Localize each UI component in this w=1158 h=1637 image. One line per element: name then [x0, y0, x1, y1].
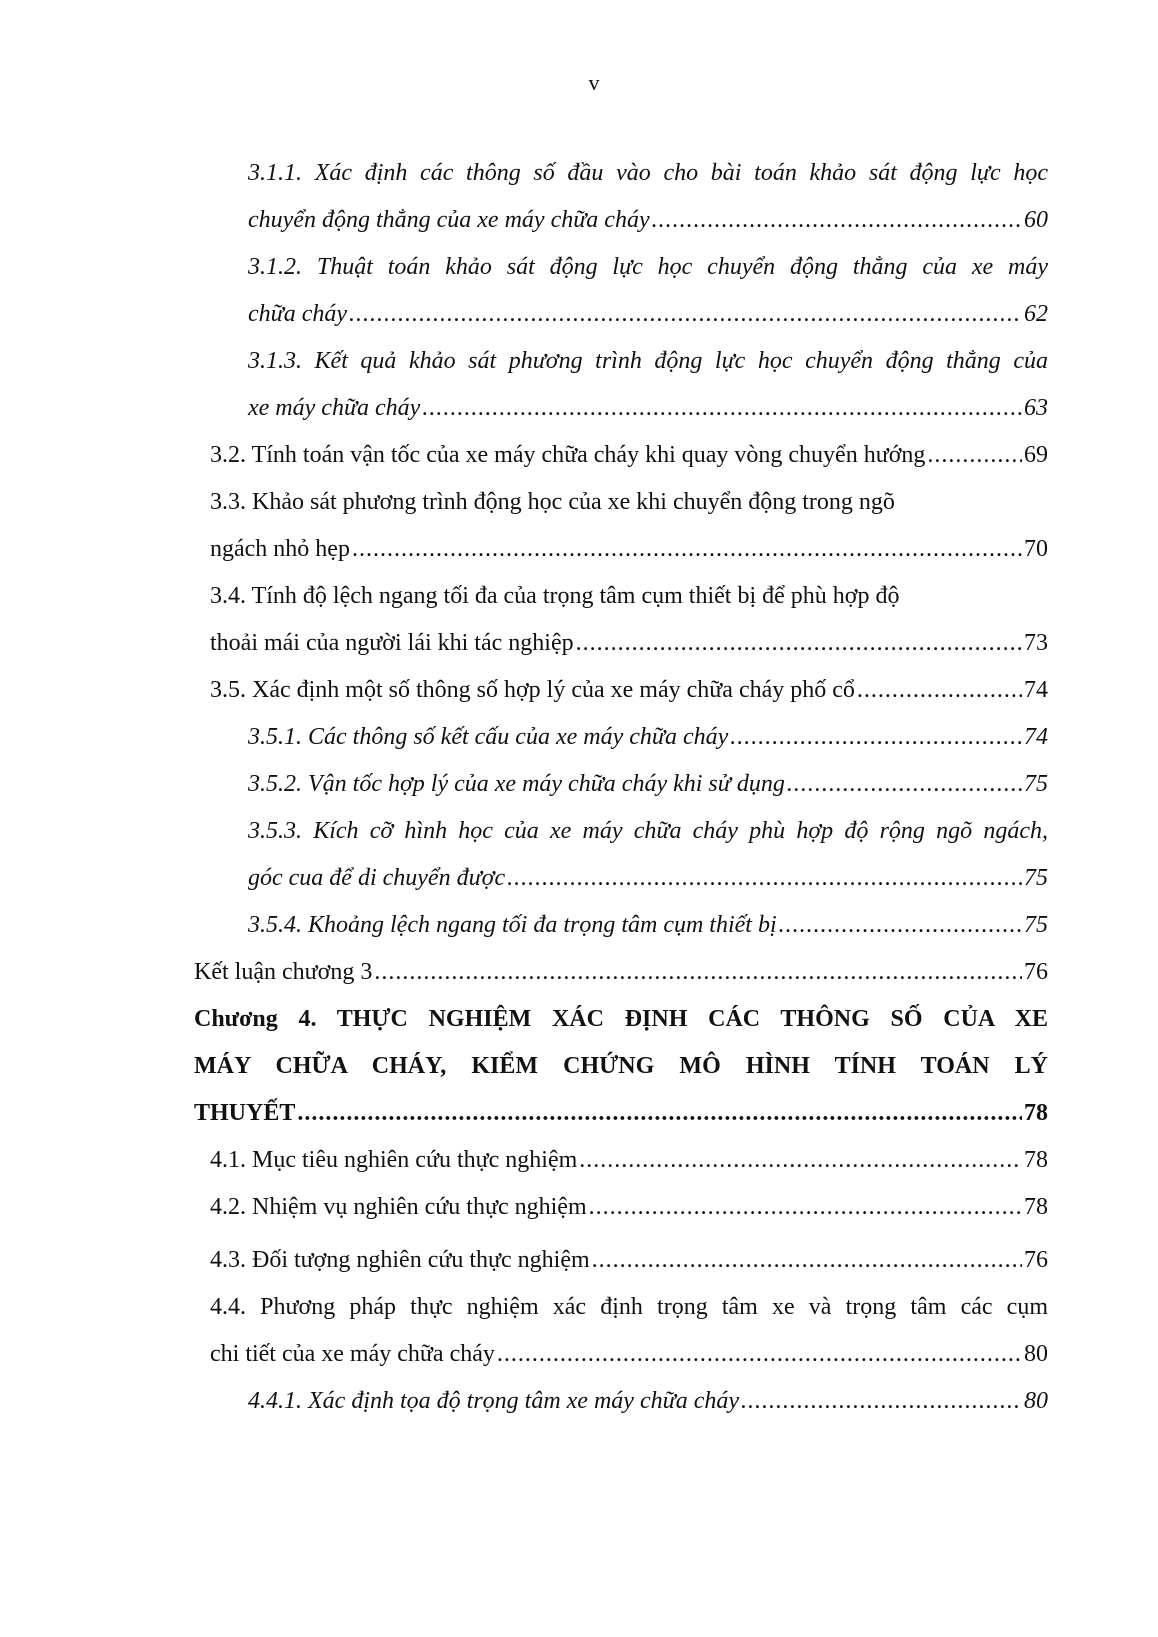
- toc-entry-3-5-2[interactable]: [194, 761, 1048, 808]
- toc-entry-text: thoải mái của người lái khi tác nghiệp: [210, 630, 574, 656]
- toc-entry-ket-luan-3[interactable]: [194, 949, 1048, 996]
- leader-dots: [589, 1184, 1022, 1231]
- toc-entry-4-4[interactable]: [194, 1284, 1048, 1378]
- toc-page-number: 80: [1024, 1388, 1048, 1414]
- toc-page-number: 74: [1024, 724, 1048, 750]
- leader-dots: [741, 1378, 1022, 1425]
- toc-entry-4-1[interactable]: [194, 1137, 1048, 1184]
- toc-entry-text: THUYẾT: [194, 1100, 296, 1126]
- toc-page-number: 74: [1024, 677, 1048, 703]
- toc-entry-3-5[interactable]: [194, 667, 1048, 714]
- toc-page-number: 73: [1024, 630, 1048, 656]
- toc-entry-3-5-3[interactable]: [194, 808, 1048, 902]
- toc-entry-text: chi tiết của xe máy chữa cháy: [210, 1341, 495, 1367]
- toc-entry-text: 3.1.3. Kết quả khảo sát phương trình động lực học chuyển động thẳng của: [248, 348, 1048, 374]
- toc-entry-4-4-1[interactable]: [194, 1378, 1048, 1425]
- toc-page-number: 75: [1024, 912, 1048, 938]
- toc-entry-text: 3.5.1. Các thông số kết cấu của xe máy chữa cháy: [248, 724, 729, 750]
- toc-page-number: 60: [1024, 207, 1048, 233]
- toc-page-number: 76: [1024, 959, 1048, 985]
- toc-page-number: 76: [1024, 1247, 1048, 1273]
- toc-page-number: 62: [1024, 301, 1048, 327]
- toc-entry-text: chữa cháy: [248, 301, 348, 327]
- leader-dots: [352, 526, 1022, 573]
- toc-entry-text: 3.5.3. Kích cỡ hình học của xe máy chữa cháy phù hợp độ rộng ngõ ngách,: [248, 818, 1048, 844]
- leader-dots: [374, 949, 1022, 996]
- toc-entry-text: 4.2. Nhiệm vụ nghiên cứu thực nghiệm: [210, 1194, 587, 1220]
- toc-entry-text: góc cua để di chuyển được: [248, 865, 506, 891]
- leader-dots: [779, 902, 1022, 949]
- toc-entry-text: 4.3. Đối tượng nghiên cứu thực nghiệm: [210, 1247, 590, 1273]
- toc-page-number: 80: [1024, 1341, 1048, 1367]
- toc-entry-3-1-1[interactable]: [194, 150, 1048, 244]
- leader-dots: [507, 855, 1022, 902]
- toc-entry-text: 3.4. Tính độ lệch ngang tối đa của trọng tâm cụm thiết bị để phù hợp độ: [210, 583, 900, 609]
- toc-entry-text: MÁY CHỮA CHÁY, KIỂM CHỨNG MÔ HÌNH TÍNH TOÁN LÝ: [194, 1053, 1048, 1079]
- toc-entry-text: 4.1. Mục tiêu nghiên cứu thực nghiệm: [210, 1147, 578, 1173]
- toc-entry-text: Kết luận chương 3: [194, 959, 373, 985]
- toc-entry-text: 4.4.1. Xác định tọa độ trọng tâm xe máy chữa cháy: [248, 1388, 739, 1414]
- leader-dots: [927, 432, 1022, 479]
- toc-entry-text: ngách nhỏ hẹp: [210, 536, 350, 562]
- toc-page-number: 78: [1024, 1100, 1048, 1126]
- toc-entry-text: Chương 4. THỰC NGHIỆM XÁC ĐỊNH CÁC THÔNG SỐ CỦA XE: [194, 1006, 1048, 1032]
- table-of-contents: [194, 150, 1048, 1425]
- toc-entry-3-1-3[interactable]: [194, 338, 1048, 432]
- leader-dots: [857, 667, 1022, 714]
- toc-page-number: 78: [1024, 1147, 1048, 1173]
- leader-dots: [349, 291, 1022, 338]
- toc-entry-chuong-4[interactable]: [194, 996, 1048, 1137]
- leader-dots: [787, 761, 1022, 808]
- page-number: v: [588, 70, 600, 95]
- toc-entry-3-4[interactable]: [194, 573, 1048, 667]
- toc-entry-text: 3.5.2. Vận tốc hợp lý của xe máy chữa cháy khi sử dụng: [248, 771, 785, 797]
- toc-page-number: 63: [1024, 395, 1048, 421]
- toc-entry-text: 3.5.4. Khoảng lệch ngang tối đa trọng tâm cụm thiết bị: [248, 912, 777, 938]
- toc-entry-text: chuyển động thẳng của xe máy chữa cháy: [248, 207, 650, 233]
- toc-entry-4-3[interactable]: [194, 1237, 1048, 1284]
- toc-page-number: 78: [1024, 1194, 1048, 1220]
- toc-page-number: 69: [1024, 442, 1048, 468]
- leader-dots: [422, 385, 1022, 432]
- toc-entry-text: 3.5. Xác định một số thông số hợp lý của xe máy chữa cháy phố cổ: [210, 677, 855, 703]
- toc-entry-3-3[interactable]: [194, 479, 1048, 573]
- toc-entry-text: 3.2. Tính toán vận tốc của xe máy chữa cháy khi quay vòng chuyển hướng: [210, 442, 926, 468]
- toc-page-number: 70: [1024, 536, 1048, 562]
- toc-entry-3-2[interactable]: [194, 432, 1048, 479]
- toc-page-number: 75: [1024, 865, 1048, 891]
- toc-entry-3-5-1[interactable]: [194, 714, 1048, 761]
- leader-dots: [297, 1090, 1022, 1137]
- toc-entry-4-2[interactable]: [194, 1184, 1048, 1231]
- toc-entry-text: 3.3. Khảo sát phương trình động học của xe khi chuyển động trong ngõ: [210, 489, 895, 515]
- toc-entry-text: xe máy chữa cháy: [248, 395, 421, 421]
- leader-dots: [497, 1331, 1022, 1378]
- leader-dots: [730, 714, 1022, 761]
- toc-entry-text: 3.1.1. Xác định các thông số đầu vào cho bài toán khảo sát động lực học: [248, 160, 1048, 186]
- leader-dots: [592, 1237, 1022, 1284]
- leader-dots: [579, 1137, 1022, 1184]
- toc-entry-text: 4.4. Phương pháp thực nghiệm xác định trọng tâm xe và trọng tâm các cụm: [210, 1294, 1048, 1320]
- toc-entry-text: 3.1.2. Thuật toán khảo sát động lực học chuyển động thẳng của xe máy: [248, 254, 1048, 280]
- leader-dots: [652, 197, 1022, 244]
- toc-page-number: 75: [1024, 771, 1048, 797]
- toc-entry-3-5-4[interactable]: [194, 902, 1048, 949]
- toc-entry-3-1-2[interactable]: [194, 244, 1048, 338]
- leader-dots: [576, 620, 1022, 667]
